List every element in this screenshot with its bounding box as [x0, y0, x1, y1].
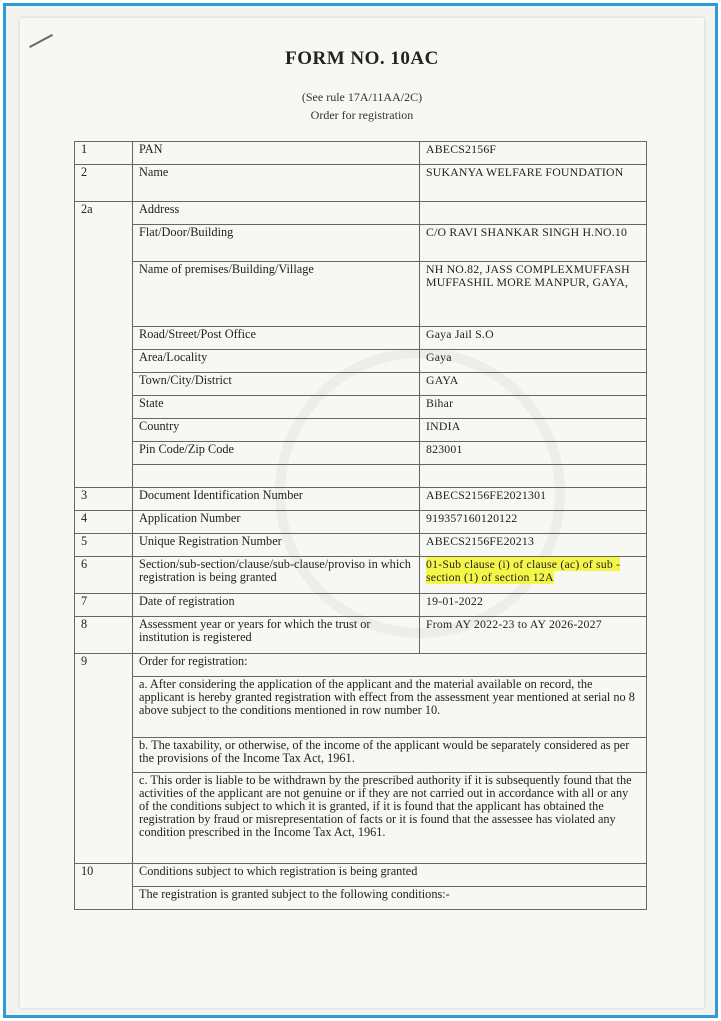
rule-reference: (See rule 17A/11AA/2C)	[301, 90, 423, 104]
table-row: Road/Street/Post Office Gaya Jail S.O	[75, 327, 647, 350]
table-row: 8 Assessment year or years for which the trust or institution is registered From AY 2022-23 to AY 2026-2027	[75, 617, 647, 654]
registration-table	[74, 141, 647, 910]
table-row: 5 Unique Registration Number ABECS2156FE20213	[75, 534, 647, 557]
table-row: Name of premises/Building/Village NH NO.82, JASS COMPLEXMUFFASH MUFFASHIL MORE MANPUR, GAYA,	[75, 262, 647, 327]
table-row: 9 Order for registration:	[75, 654, 647, 677]
table-row: 6 Section/sub-section/clause/sub-clause/proviso in which registration is being granted 01-Sub clause (i) of clause (ac) of sub -section (1) of section 12A	[75, 557, 647, 594]
table-row: b. The taxability, or otherwise, of the income of the applicant would be separately considered as per the provisions of the Income Tax Act, 1961.	[75, 738, 647, 773]
table-row: 4 Application Number 919357160120122	[75, 511, 647, 534]
table-row: Pin Code/Zip Code 823001	[75, 442, 647, 465]
table-row: 2 Name SUKANYA WELFARE FOUNDATION	[75, 165, 647, 202]
table-row: 10 Conditions subject to which registration is being granted	[75, 864, 647, 887]
table-row: Town/City/District GAYA	[75, 373, 647, 396]
table-row: 1 PAN ABECS2156F	[75, 142, 647, 165]
table-row: c. This order is liable to be withdrawn by the prescribed authority if it is subsequently found that the activities of the applicant are not genuine or if they are not carried out in accordance with all or any of the conditions subject to which it is granted, if it is found that the applicant has obtained the registration by fraud or misrepresentation of facts or it is found that the assessee has violated any condition prescribed in the Income Tax Act, 1961.	[75, 773, 647, 864]
table-row: a. After considering the application of the applicant and the material available on record, the applicant is hereby granted registration with effect from the assessment year mentioned at serial no 8 above subject to the conditions mentioned in row number 10.	[75, 677, 647, 738]
table-row: Area/Locality Gaya	[75, 350, 647, 373]
page-title: FORM NO. 10AC	[285, 48, 439, 69]
image-frame	[3, 3, 718, 1018]
table-row: 7 Date of registration 19-01-2022	[75, 594, 647, 617]
form-page	[20, 18, 704, 1008]
table-row: Country INDIA	[75, 419, 647, 442]
table-row	[75, 465, 647, 488]
order-heading: Order for registration	[310, 108, 414, 122]
highlighted-section: 01-Sub clause (i) of clause (ac) of sub -section (1) of section 12A	[426, 557, 621, 584]
table-row: The registration is granted subject to the following conditions:-	[75, 887, 647, 910]
table-row: 2a Address	[75, 202, 647, 225]
table-row: State Bihar	[75, 396, 647, 419]
table-row: 3 Document Identification Number ABECS2156FE2021301	[75, 488, 647, 511]
pen-mark	[29, 34, 53, 48]
table-row: Flat/Door/Building C/O RAVI SHANKAR SINGH H.NO.10	[75, 225, 647, 262]
